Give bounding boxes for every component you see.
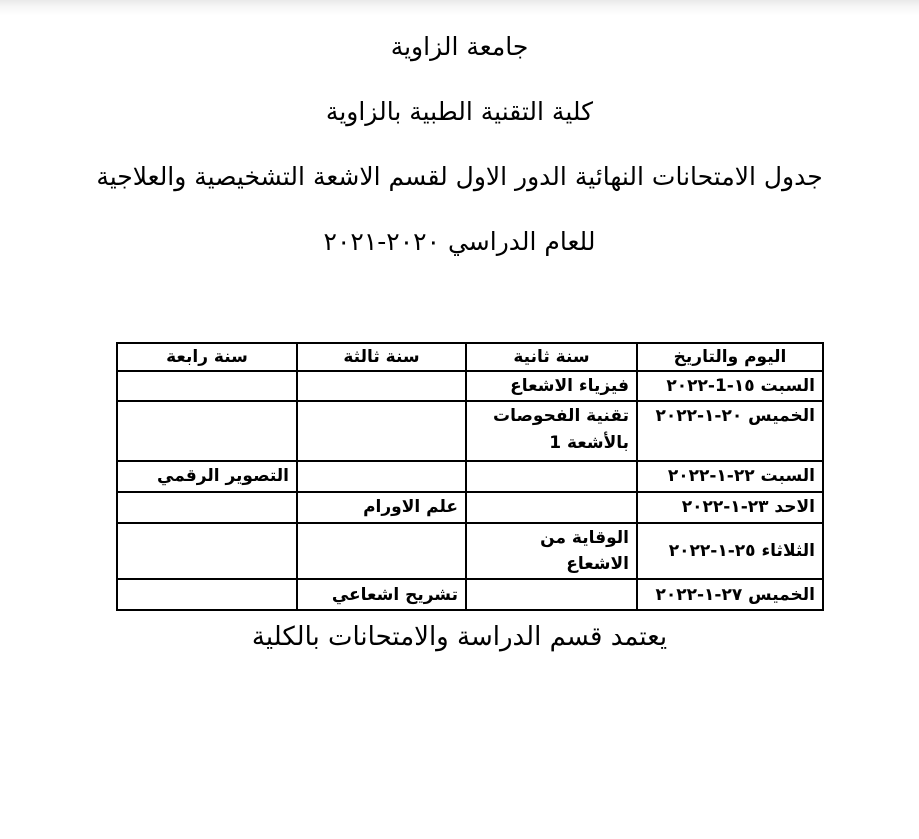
academic-year-title: للعام الدراسي ٢٠٢٠-٢٠٢١ xyxy=(323,227,596,256)
column-header-year4: سنة رابعة xyxy=(117,343,297,371)
document-header xyxy=(0,14,919,274)
column-header-year2: سنة ثانية xyxy=(466,343,637,371)
cell-date: الخميس ٢٧-١-٢٠٢٢ xyxy=(637,579,823,610)
cell-year4-subject: التصوير الرقمي xyxy=(117,461,297,491)
cell-year2-subject xyxy=(466,579,637,610)
cell-year4-subject xyxy=(117,523,297,580)
cell-year4-subject xyxy=(117,579,297,610)
university-title: جامعة الزاوية xyxy=(390,32,529,61)
table-row xyxy=(117,401,823,461)
cell-year3-subject xyxy=(297,523,466,580)
table-row xyxy=(117,523,823,580)
cell-year4-subject xyxy=(117,401,297,461)
cell-date: الاحد ٢٣-١-٢٠٢٢ xyxy=(637,492,823,523)
cell-date: السبت ١٥-1-٢٠٢٢ xyxy=(637,371,823,401)
approval-note: يعتمد قسم الدراسة والامتحانات بالكلية xyxy=(251,622,668,652)
cell-year2-subject: فيزياء الاشعاع xyxy=(466,371,637,401)
column-header-year3: سنة ثالثة xyxy=(297,343,466,371)
exam-schedule-table xyxy=(116,342,824,611)
table-header-row xyxy=(117,343,823,371)
cell-date: السبت ٢٢-١-٢٠٢٢ xyxy=(637,461,823,491)
cell-year2-subject: تقنية الفحوصات بالأشعة 1 xyxy=(466,401,637,461)
cell-year3-subject: تشريح اشعاعي xyxy=(297,579,466,610)
cell-year4-subject xyxy=(117,371,297,401)
cell-year4-subject xyxy=(117,492,297,523)
college-title: كلية التقنية الطبية بالزاوية xyxy=(325,97,594,126)
table-row xyxy=(117,371,823,401)
table-row xyxy=(117,461,823,491)
cell-year2-subject xyxy=(466,461,637,491)
cell-year3-subject: علم الاورام xyxy=(297,492,466,523)
column-header-day-date: اليوم والتاريخ xyxy=(637,343,823,371)
cell-date: الثلاثاء ٢٥-١-٢٠٢٢ xyxy=(637,523,823,580)
cell-year2-subject xyxy=(466,492,637,523)
cell-year3-subject xyxy=(297,401,466,461)
cell-year3-subject xyxy=(297,461,466,491)
table-row xyxy=(117,579,823,610)
table-row xyxy=(117,492,823,523)
cell-year3-subject xyxy=(297,371,466,401)
schedule-title: جدول الامتحانات النهائية الدور الاول لقسم الاشعة التشخيصية والعلاجية xyxy=(96,162,823,191)
cell-date: الخميس ٢٠-١-٢٠٢٢ xyxy=(637,401,823,461)
cell-year2-subject: الوقاية من الاشعاع xyxy=(466,523,637,580)
